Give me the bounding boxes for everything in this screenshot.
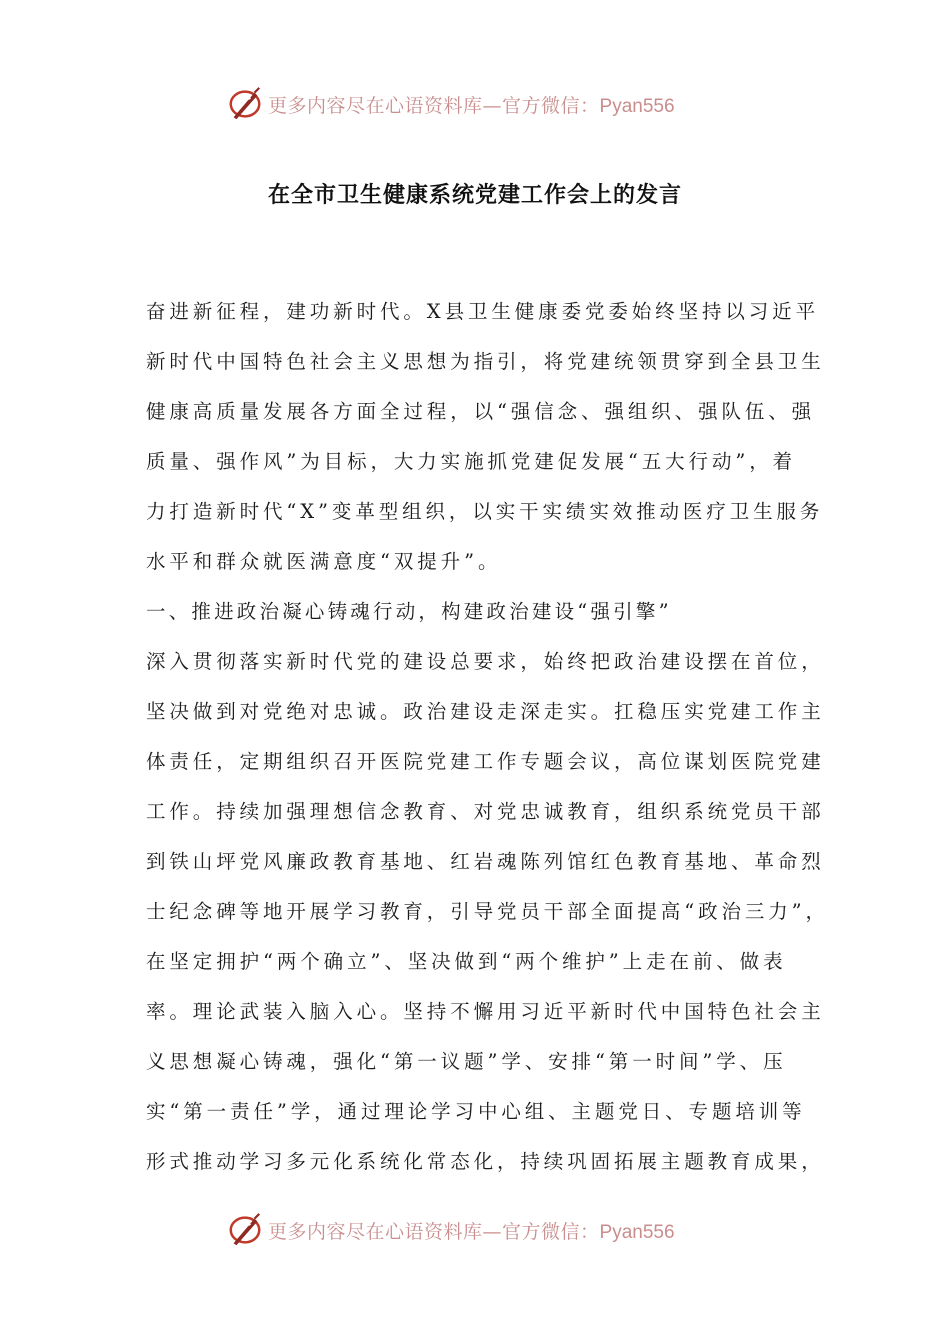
document-title: 在全市卫生健康系统党建工作会上的发言 [267, 182, 682, 208]
body-line: 率。理论武装入脑入心。坚持不懈用习近平新时代中国特色社会主 [146, 1000, 825, 1023]
header-watermark-banner [226, 82, 746, 126]
body-line: 质量、强作风”为目标，大力实施抓党建促发展“五大行动”，着 [146, 450, 797, 473]
body-line: 深入贯彻落实新时代党的建设总要求，始终把政治建设摆在首位， [146, 650, 825, 673]
body-line: 工作。持续加强理想信念教育、对党忠诚教育，组织系统党员干部 [146, 800, 825, 823]
body-line: 士纪念碑等地开展学习教育，引导党员干部全面提高“政治三力”， [146, 900, 829, 923]
footer-watermark-banner [226, 1208, 746, 1252]
watermark-wechat-handle: Pyan556 [599, 95, 675, 117]
section-heading: 一、推进政治凝心铸魂行动，构建政治建设“强引擎” [146, 600, 672, 623]
quill-pen-logo-icon [226, 85, 264, 123]
body-line: 新时代中国特色社会主义思想为指引，将党建统领贯穿到全县卫生 [146, 350, 825, 373]
watermark-text: 更多内容尽在心语资料库—官方微信：Pyan556 [268, 94, 675, 117]
body-line: 在坚定拥护“两个确立”、坚决做到“两个维护”上走在前、做表 [146, 950, 787, 973]
body-line: 坚决做到对党绝对忠诚。政治建设走深走实。扛稳压实党建工作主 [146, 700, 825, 723]
body-line: 奋进新征程，建功新时代。X县卫生健康委党委始终坚持以习近平 [146, 300, 819, 323]
document-body [146, 291, 829, 1191]
body-line: 义思想凝心铸魂，强化“第一议题”学、安排“第一时间”学、压 [146, 1050, 787, 1073]
body-line: 水平和群众就医满意度“双提升”。 [146, 550, 502, 573]
watermark-text: 更多内容尽在心语资料库—官方微信：Pyan556 [268, 1220, 675, 1243]
body-line: 实“第一责任”学，通过理论学习中心组、主题党日、专题培训等 [146, 1100, 806, 1123]
body-line: 形式推动学习多元化系统化常态化，持续巩固拓展主题教育成果， [146, 1150, 825, 1173]
quill-pen-logo-icon [226, 1211, 264, 1249]
body-line: 健康高质量发展各方面全过程，以“强信念、强组织、强队伍、强 [146, 400, 816, 423]
body-line: 体责任，定期组织召开医院党建工作专题会议，高位谋划医院党建 [146, 750, 825, 773]
body-line: 到铁山坪党风廉政教育基地、红岩魂陈列馆红色教育基地、革命烈 [146, 850, 825, 873]
watermark-wechat-handle: Pyan556 [599, 1221, 675, 1243]
body-line: 力打造新时代“X”变革型组织，以实干实绩实效推动医疗卫生服务 [146, 500, 824, 523]
